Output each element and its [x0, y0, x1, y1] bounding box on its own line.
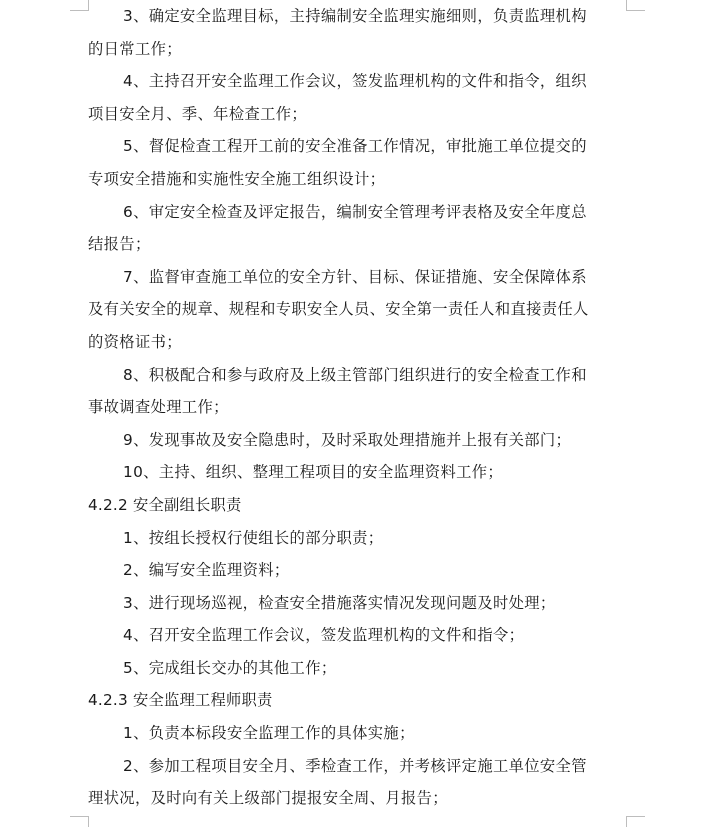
paragraph-line: 8、积极配合和参与政府及上级主管部门组织进行的安全检查工作和	[123, 365, 587, 384]
paragraph-line: 5、督促检查工程开工前的安全准备工作情况，审批施工单位提交的	[123, 137, 587, 156]
paragraph-line: 5、完成组长交办的其他工作；	[123, 658, 337, 677]
paragraph-line: 理状况，及时向有关上级部门提报安全周、月报告；	[88, 789, 448, 808]
paragraph-line: 事故调查处理工作；	[88, 398, 229, 417]
section-heading: 4.2.2 安全副组长职责	[88, 495, 242, 514]
page-corner-mark-bottom-left	[70, 816, 89, 827]
paragraph-line: 6、审定安全检查及评定报告，编制安全管理考评表格及安全年度总	[123, 202, 587, 221]
paragraph-line: 结报告；	[88, 235, 151, 254]
page-corner-mark-bottom-right	[626, 816, 645, 827]
paragraph-line: 2、参加工程项目安全月、季检查工作，并考核评定施工单位安全管	[123, 756, 587, 775]
paragraph-line: 3、进行现场巡视，检查安全措施落实情况发现问题及时处理；	[123, 593, 556, 612]
paragraph-line: 7、监督审查施工单位的安全方针、目标、保证措施、安全保障体系	[123, 267, 587, 286]
paragraph-line: 2、编写安全监理资料；	[123, 561, 290, 580]
paragraph-line: 10、主持、组织、整理工程项目的安全监理资料工作；	[123, 463, 504, 482]
paragraph-line: 1、负责本标段安全监理工作的具体实施；	[123, 724, 415, 743]
paragraph-line: 及有关安全的规章、规程和专职安全人员、安全第一责任人和直接责任人	[88, 300, 589, 319]
paragraph-line: 专项安全措施和实施性安全施工组织设计；	[88, 169, 386, 188]
paragraph-line: 1、按组长授权行使组长的部分职责；	[123, 528, 384, 547]
section-heading: 4.2.3 安全监理工程师职责	[88, 691, 273, 710]
page-corner-mark-top-right	[626, 0, 645, 11]
paragraph-line: 4、主持召开安全监理工作会议，签发监理机构的文件和指令，组织	[123, 72, 587, 91]
paragraph-line: 的日常工作；	[88, 39, 182, 58]
paragraph-line: 3、确定安全监理目标，主持编制安全监理实施细则，负责监理机构	[123, 7, 587, 25]
page-corner-mark-top-left	[70, 0, 89, 11]
paragraph-line: 4、召开安全监理工作会议，签发监理机构的文件和指令；	[123, 626, 525, 645]
paragraph-line: 的资格证书；	[88, 332, 182, 351]
paragraph-line: 9、发现事故及安全隐患时，及时采取处理措施并上报有关部门；	[123, 430, 572, 449]
paragraph-line: 项目安全月、季、年检查工作；	[88, 104, 308, 123]
document-body	[88, 0, 628, 815]
